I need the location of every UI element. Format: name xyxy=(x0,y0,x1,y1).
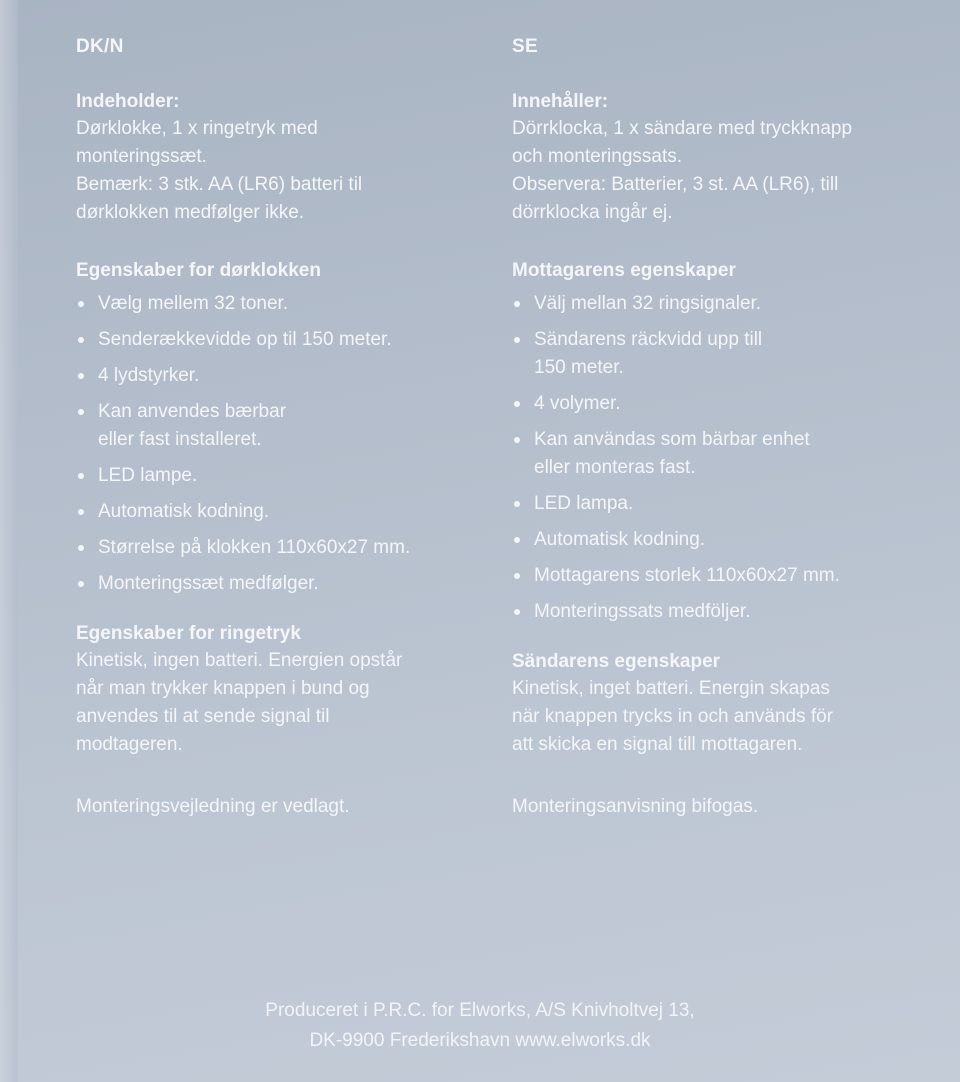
contents-line: och monteringssats. xyxy=(512,146,683,167)
list-item xyxy=(76,462,496,490)
footer-address-line: Produceret i P.R.C. for Elworks, A/S Knivholtvej 13, xyxy=(265,1000,695,1021)
language-code-se: SE xyxy=(512,36,538,57)
list-item xyxy=(512,426,952,482)
contents-heading-se: Innehåller: xyxy=(512,91,609,112)
mounting-note-dk: Monteringsvejledning er vedlagt. xyxy=(76,796,350,817)
list-item-text: Vælg mellem 32 toner. xyxy=(98,293,289,314)
list-item xyxy=(76,326,496,354)
push-features-line: når man trykker knappen i bund og xyxy=(76,678,370,699)
list-item xyxy=(76,290,496,318)
manufacturer-footer xyxy=(0,996,960,1056)
contents-line: Dörrklocka, 1 x sändare med tryckknapp xyxy=(512,118,853,139)
bullet-icon xyxy=(78,337,84,343)
bell-features-list-dk xyxy=(76,290,496,598)
list-item-text: Monteringssats medföljer. xyxy=(534,601,751,622)
list-item-text: Kan anvendes bærbar xyxy=(98,401,287,422)
push-features-line: Kinetisk, ingen batteri. Energien opstår xyxy=(76,650,403,671)
list-item xyxy=(512,526,952,554)
list-item-text: Mottagarens storlek 110x60x27 mm. xyxy=(534,565,840,586)
package-edge xyxy=(0,0,18,1082)
bell-features-section-se xyxy=(512,257,952,626)
list-item-text: Automatisk kodning. xyxy=(534,529,706,550)
list-item-text: eller monteras fast. xyxy=(534,457,696,478)
push-features-section-se xyxy=(512,648,952,759)
bullet-icon xyxy=(78,581,84,587)
list-item-text: 4 lydstyrker. xyxy=(98,365,200,386)
list-item xyxy=(512,490,952,518)
list-item xyxy=(512,598,952,626)
list-item-text: 150 meter. xyxy=(534,357,624,378)
push-features-line: anvendes til at sende signal til xyxy=(76,706,330,727)
list-item-text: Automatisk kodning. xyxy=(98,501,270,522)
bell-features-heading-se: Mottagarens egenskaper xyxy=(512,260,736,281)
bullet-icon xyxy=(78,473,84,479)
bullet-icon xyxy=(514,301,520,307)
push-features-line: när knappen trycks in och används för xyxy=(512,706,834,727)
bullet-icon xyxy=(514,501,520,507)
list-item xyxy=(76,362,496,390)
column-se xyxy=(512,36,952,821)
list-item xyxy=(512,562,952,590)
push-features-line: modtageren. xyxy=(76,734,183,755)
bullet-icon xyxy=(514,401,520,407)
list-item-text: Monteringssæt medfølger. xyxy=(98,573,319,594)
bullet-icon xyxy=(514,337,520,343)
list-item-text: LED lampa. xyxy=(534,493,634,514)
language-code-dk: DK/N xyxy=(76,36,124,57)
bullet-icon xyxy=(514,537,520,543)
contents-line: monteringssæt. xyxy=(76,146,207,167)
list-item xyxy=(76,570,496,598)
list-item xyxy=(76,534,496,562)
list-item-text: eller fast installeret. xyxy=(98,429,262,450)
bell-features-section-dk xyxy=(76,257,496,598)
push-features-line: att skicka en signal till mottagaren. xyxy=(512,734,803,755)
push-features-heading-dk: Egenskaber for ringetryk xyxy=(76,623,301,644)
contents-line: Bemærk: 3 stk. AA (LR6) batteri til xyxy=(76,174,363,195)
list-item xyxy=(512,290,952,318)
list-item-text: Välj mellan 32 ringsignaler. xyxy=(534,293,762,314)
push-features-section-dk xyxy=(76,620,496,759)
contents-section-dk xyxy=(76,88,496,227)
bell-features-heading-dk: Egenskaber for dørklokken xyxy=(76,260,321,281)
bullet-icon xyxy=(78,373,84,379)
column-dk xyxy=(76,36,496,821)
list-item xyxy=(512,326,952,382)
bullet-icon xyxy=(78,509,84,515)
bell-features-list-se xyxy=(512,290,952,626)
push-features-line: Kinetisk, inget batteri. Energin skapas xyxy=(512,678,830,699)
bullet-icon xyxy=(514,437,520,443)
footer-address-line: DK-9900 Frederikshavn www.elworks.dk xyxy=(309,1030,651,1051)
list-item xyxy=(512,390,952,418)
push-features-heading-se: Sändarens egenskaper xyxy=(512,651,721,672)
contents-line: dørklokken medfølger ikke. xyxy=(76,202,305,223)
contents-line: Dørklokke, 1 x ringetryk med xyxy=(76,118,318,139)
list-item-text: Sändarens räckvidd upp till xyxy=(534,329,763,350)
list-item xyxy=(76,398,496,454)
list-item xyxy=(76,498,496,526)
list-item-text: LED lampe. xyxy=(98,465,198,486)
contents-line: dörrklocka ingår ej. xyxy=(512,202,673,223)
contents-line: Observera: Batterier, 3 st. AA (LR6), till xyxy=(512,174,839,195)
list-item-text: Kan användas som bärbar enhet xyxy=(534,429,810,450)
bullet-icon xyxy=(514,573,520,579)
bullet-icon xyxy=(78,301,84,307)
list-item-text: Størrelse på klokken 110x60x27 mm. xyxy=(98,537,411,558)
bullet-icon xyxy=(78,545,84,551)
bullet-icon xyxy=(78,409,84,415)
contents-heading-dk: Indeholder: xyxy=(76,91,180,112)
list-item-text: 4 volymer. xyxy=(534,393,621,414)
mounting-note-se: Monteringsanvisning bifogas. xyxy=(512,796,759,817)
contents-section-se xyxy=(512,88,952,227)
list-item-text: Senderækkevidde op til 150 meter. xyxy=(98,329,392,350)
bullet-icon xyxy=(514,609,520,615)
